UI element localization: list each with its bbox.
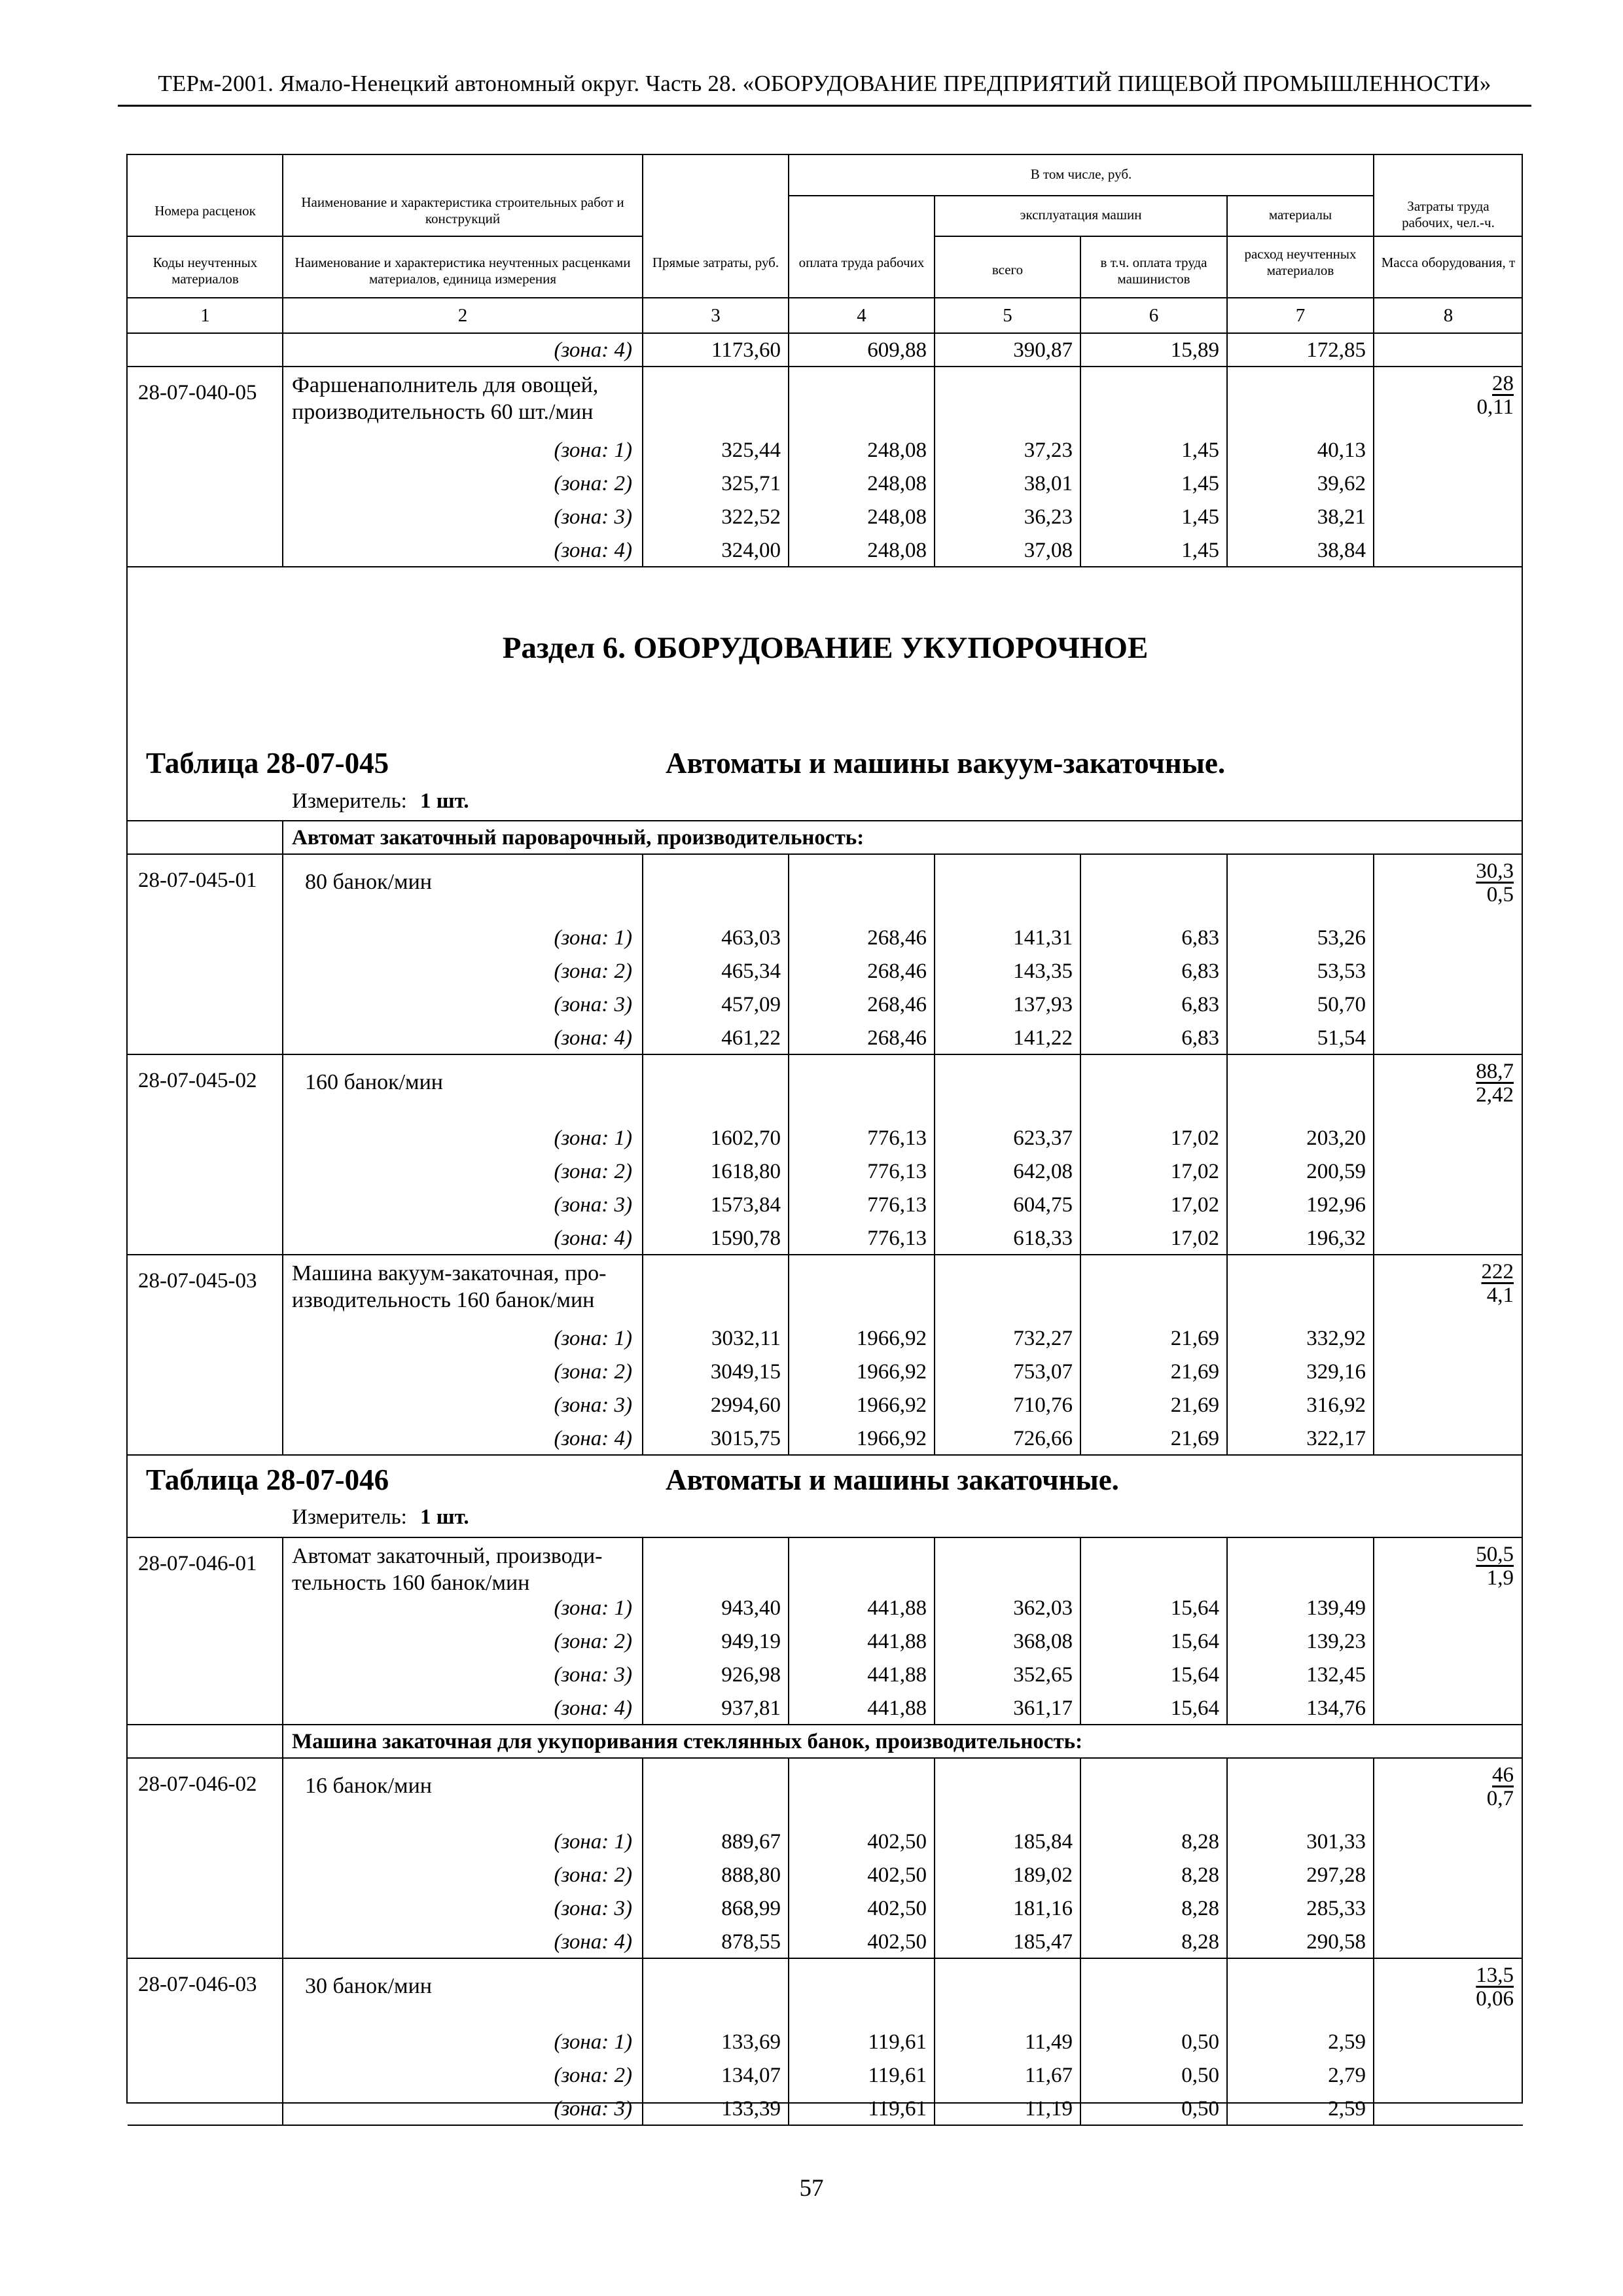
value-cell: 38,84 (1317, 539, 1366, 562)
zone-label: (зона: 2) (554, 1160, 632, 1183)
column-rule (934, 1054, 935, 1255)
column-rule (642, 367, 643, 567)
table-number: Таблица 28-07-046 (146, 1463, 389, 1496)
table-name: Автоматы и машины вакуум-закаточные. (666, 747, 1226, 780)
value-cell: 6,83 (1181, 1026, 1219, 1050)
value-cell: 185,84 (1013, 1830, 1073, 1854)
value-cell: 3049,15 (710, 1360, 781, 1384)
value-cell: 324,00 (721, 539, 781, 562)
value-cell: 8,28 (1181, 1930, 1219, 1954)
value-cell: 926,98 (721, 1663, 781, 1687)
value-cell: 441,88 (867, 1663, 927, 1687)
rate-name-line2: производительность 60 шт./мин (292, 400, 594, 424)
value-cell: 710,76 (1013, 1393, 1073, 1417)
column-rule (282, 1054, 283, 1255)
value-cell: 248,08 (867, 439, 927, 462)
value-cell: 878,55 (721, 1930, 781, 1954)
value-cell: 0,50 (1181, 2064, 1219, 2087)
column-number: 7 (1295, 305, 1306, 326)
value-cell: 457,09 (721, 993, 781, 1016)
value-cell: 776,13 (867, 1160, 927, 1183)
value-cell: 1966,92 (856, 1427, 927, 1450)
value-cell: 21,69 (1170, 1327, 1219, 1350)
value-cell: 200,59 (1306, 1160, 1366, 1183)
row-rule (128, 1054, 1523, 1055)
zone-label: (зона: 3) (554, 2097, 632, 2121)
column-rule (1226, 854, 1228, 1054)
value-cell: 441,88 (867, 1696, 927, 1720)
value-cell: 325,71 (721, 472, 781, 495)
zone-label: (зона: 4) (554, 338, 632, 362)
column-rule (934, 1758, 935, 1958)
labor-cost: 88,7 (1476, 1060, 1514, 1083)
value-cell: 1618,80 (710, 1160, 781, 1183)
header-col5: всего (991, 262, 1024, 278)
column-rule (1373, 333, 1374, 367)
header-materials: материалы (1268, 207, 1332, 223)
value-cell: 21,69 (1170, 1393, 1219, 1417)
value-cell: 1,45 (1181, 439, 1219, 462)
value-cell: 868,99 (721, 1897, 781, 1920)
column-rule (788, 1054, 789, 1255)
header-col-rule (788, 298, 789, 333)
column-rule (788, 1758, 789, 1958)
value-cell: 53,26 (1317, 926, 1366, 950)
value-cell: 604,75 (1013, 1193, 1073, 1217)
column-rule (642, 1255, 643, 1455)
column-rule (934, 367, 935, 567)
column-number: 4 (857, 305, 866, 326)
header-col-rule (642, 155, 643, 333)
header-col7: расход неучтенных материалов (1244, 246, 1357, 278)
row-rule (128, 366, 1523, 367)
value-cell: 776,13 (867, 1227, 927, 1250)
value-cell: 329,16 (1306, 1360, 1366, 1384)
zone-label: (зона: 3) (554, 1663, 632, 1687)
rate-table (126, 154, 1523, 2121)
value-cell: 322,17 (1306, 1427, 1366, 1450)
row-rule (128, 1254, 1523, 1255)
zone-label: (зона: 3) (554, 1897, 632, 1920)
value-cell: 1,45 (1181, 539, 1219, 562)
rate-code: 28-07-045-01 (138, 869, 257, 892)
value-cell: 285,33 (1306, 1897, 1366, 1920)
column-rule (788, 1255, 789, 1455)
column-rule (282, 821, 283, 854)
row-rule (128, 1757, 1523, 1759)
value-cell: 134,07 (721, 2064, 781, 2087)
unit-value: 1 шт. (420, 789, 469, 813)
zone-label: (зона: 4) (554, 539, 632, 562)
column-rule (1080, 1255, 1081, 1455)
value-cell: 51,54 (1317, 1026, 1366, 1050)
value-cell: 15,64 (1170, 1663, 1219, 1687)
value-cell: 465,34 (721, 960, 781, 983)
value-cell: 332,92 (1306, 1327, 1366, 1350)
value-cell: 141,31 (1013, 926, 1073, 950)
column-number: 6 (1149, 305, 1159, 326)
zone-label: (зона: 1) (554, 926, 632, 950)
equipment-mass: 0,7 (1486, 1787, 1514, 1810)
value-cell: 776,13 (867, 1126, 927, 1150)
value-cell: 402,50 (867, 1863, 927, 1887)
equipment-mass: 0,06 (1476, 1987, 1514, 2011)
row-rule (128, 1724, 1523, 1725)
rate-code: 28-07-040-05 (138, 381, 257, 404)
value-cell: 609,88 (867, 338, 927, 362)
column-rule (282, 854, 283, 1054)
value-cell: 185,47 (1013, 1930, 1073, 1954)
equipment-mass: 0,11 (1476, 395, 1514, 419)
header-col8-top: Затраты труда рабочих, чел.-ч. (1402, 198, 1495, 230)
value-cell: 937,81 (721, 1696, 781, 1720)
value-cell: 352,65 (1013, 1663, 1073, 1687)
value-cell: 172,85 (1306, 338, 1366, 362)
header-col1-top: Номера расценок (154, 203, 256, 219)
value-cell: 139,23 (1306, 1630, 1366, 1653)
value-cell: 248,08 (867, 505, 927, 529)
zone-label: (зона: 4) (554, 1696, 632, 1720)
value-cell: 441,88 (867, 1596, 927, 1620)
value-cell: 189,02 (1013, 1863, 1073, 1887)
zone-label: (зона: 1) (554, 1126, 632, 1150)
value-cell: 2,59 (1328, 2030, 1366, 2054)
column-rule (788, 367, 789, 567)
rate-code: 28-07-046-01 (138, 1552, 257, 1575)
zone-label: (зона: 2) (554, 1863, 632, 1887)
value-cell: 15,64 (1170, 1630, 1219, 1653)
column-rule (934, 1255, 935, 1455)
rate-name: 80 банок/мин (305, 870, 432, 894)
value-cell: 1590,78 (710, 1227, 781, 1250)
header-rule (118, 105, 1531, 107)
zone-label: (зона: 2) (554, 1630, 632, 1653)
header-rule-left (128, 236, 643, 237)
value-cell: 37,08 (1024, 539, 1073, 562)
value-cell: 618,33 (1013, 1227, 1073, 1250)
value-cell: 38,01 (1024, 472, 1073, 495)
equipment-mass: 0,5 (1486, 883, 1514, 906)
labor-cost: 50,5 (1476, 1543, 1514, 1566)
unit-value: 1 шт. (420, 1505, 469, 1529)
value-cell: 38,21 (1317, 505, 1366, 529)
table-name: Автоматы и машины закаточные. (666, 1463, 1119, 1496)
value-cell: 463,03 (721, 926, 781, 950)
column-rule (282, 1758, 283, 1958)
value-cell: 17,02 (1170, 1126, 1219, 1150)
value-cell: 322,52 (721, 505, 781, 529)
column-number: 3 (711, 305, 721, 326)
value-cell: 776,13 (867, 1193, 927, 1217)
value-cell: 134,76 (1306, 1696, 1366, 1720)
value-cell: 21,69 (1170, 1427, 1219, 1450)
value-cell: 8,28 (1181, 1830, 1219, 1854)
value-cell: 39,62 (1317, 472, 1366, 495)
header-rule-numbers (128, 297, 1523, 298)
zone-label: (зона: 1) (554, 2030, 632, 2054)
value-cell: 17,02 (1170, 1160, 1219, 1183)
value-cell: 132,45 (1306, 1663, 1366, 1687)
row-rule (128, 566, 1523, 567)
labor-cost: 46 (1492, 1763, 1514, 1787)
rate-code: 28-07-045-02 (138, 1069, 257, 1092)
zone-label: (зона: 3) (554, 1393, 632, 1417)
value-cell: 268,46 (867, 993, 927, 1016)
column-rule (1080, 1758, 1081, 1958)
zone-label: (зона: 3) (554, 1193, 632, 1217)
header-col-rule (1080, 298, 1081, 333)
header-rule-body (128, 332, 1523, 334)
column-rule (1226, 1054, 1228, 1255)
value-cell: 441,88 (867, 1630, 927, 1653)
value-cell: 732,27 (1013, 1327, 1073, 1350)
value-cell: 726,66 (1013, 1427, 1073, 1450)
value-cell: 53,53 (1317, 960, 1366, 983)
zone-label: (зона: 4) (554, 1227, 632, 1250)
header-col4: оплата труда рабочих (798, 255, 925, 270)
value-cell: 3032,11 (711, 1327, 781, 1350)
column-rule (1080, 367, 1081, 567)
rate-code: 28-07-046-02 (138, 1772, 257, 1796)
value-cell: 137,93 (1013, 993, 1073, 1016)
rate-code: 28-07-045-03 (138, 1269, 257, 1293)
value-cell: 268,46 (867, 926, 927, 950)
row-rule (128, 820, 1523, 821)
section-title: Раздел 6. ОБОРУДОВАНИЕ УКУПОРОЧНОЕ (502, 631, 1149, 665)
header-col2-top: Наименование и характеристика строительных работ и конструкций (301, 194, 624, 226)
value-cell: 1,45 (1181, 505, 1219, 529)
value-cell: 949,19 (721, 1630, 781, 1653)
rate-name: 16 банок/мин (305, 1774, 432, 1798)
header-rule-right (1374, 236, 1523, 237)
equipment-mass: 1,9 (1486, 1566, 1514, 1590)
value-cell: 8,28 (1181, 1863, 1219, 1887)
header-col-rule (934, 196, 935, 333)
value-cell: 11,19 (1024, 2097, 1073, 2121)
value-cell: 248,08 (867, 472, 927, 495)
value-cell: 888,80 (721, 1863, 781, 1887)
column-number: 5 (1003, 305, 1012, 326)
zone-label: (зона: 2) (554, 472, 632, 495)
value-cell: 297,28 (1306, 1863, 1366, 1887)
value-cell: 325,44 (721, 439, 781, 462)
value-cell: 119,61 (868, 2097, 927, 2121)
row-rule (128, 1958, 1523, 1959)
zone-label: (зона: 4) (554, 1026, 632, 1050)
header-rule-machines (935, 236, 1374, 237)
header-col2-bottom: Наименование и характеристика неучтенных расценками материалов, единица измерения (294, 255, 631, 287)
zone-label: (зона: 1) (554, 1596, 632, 1620)
value-cell: 181,16 (1013, 1897, 1073, 1920)
value-cell: 248,08 (867, 539, 927, 562)
value-cell: 36,23 (1024, 505, 1073, 529)
zone-label: (зона: 3) (554, 993, 632, 1016)
header-col1-bottom: Коды неучтенных материалов (152, 255, 258, 287)
value-cell: 301,33 (1306, 1830, 1366, 1854)
column-rule (934, 854, 935, 1054)
header-incl: В том числе, руб. (1030, 166, 1132, 182)
value-cell: 390,87 (1013, 338, 1073, 362)
column-rule (282, 1255, 283, 1455)
value-cell: 361,17 (1013, 1696, 1073, 1720)
header-machines: эксплуатация машин (1020, 207, 1142, 223)
value-cell: 6,83 (1181, 993, 1219, 1016)
value-cell: 196,32 (1306, 1227, 1366, 1250)
column-rule (788, 854, 789, 1054)
value-cell: 889,67 (721, 1830, 781, 1854)
value-cell: 141,22 (1013, 1026, 1073, 1050)
value-cell: 1173,60 (711, 338, 781, 362)
column-number: 8 (1443, 305, 1454, 326)
value-cell: 8,28 (1181, 1897, 1219, 1920)
value-cell: 1966,92 (856, 1360, 927, 1384)
header-col-rule (1226, 196, 1228, 333)
value-cell: 15,89 (1170, 338, 1219, 362)
value-cell: 1966,92 (856, 1393, 927, 1417)
value-cell: 139,49 (1306, 1596, 1366, 1620)
table-number: Таблица 28-07-045 (146, 747, 389, 780)
zone-label: (зона: 4) (554, 1930, 632, 1954)
value-cell: 316,92 (1306, 1393, 1366, 1417)
value-cell: 1602,70 (710, 1126, 781, 1150)
value-cell: 0,50 (1181, 2030, 1219, 2054)
unit-label: Измеритель: (292, 1505, 407, 1529)
column-rule (1226, 367, 1228, 567)
value-cell: 11,67 (1024, 2064, 1073, 2087)
row-rule (128, 2125, 1523, 2126)
column-rule (1080, 1054, 1081, 1255)
zone-label: (зона: 1) (554, 1327, 632, 1350)
value-cell: 119,61 (868, 2064, 927, 2087)
zone-label: (зона: 1) (554, 439, 632, 462)
group-title: Автомат закаточный пароварочный, производительность: (292, 826, 865, 850)
value-cell: 119,61 (868, 2030, 927, 2054)
header-col-rule (282, 155, 283, 333)
value-cell: 133,69 (721, 2030, 781, 2054)
labor-cost: 222 (1481, 1260, 1514, 1283)
value-cell: 11,49 (1024, 2030, 1073, 2054)
value-cell: 50,70 (1317, 993, 1366, 1016)
value-cell: 461,22 (721, 1026, 781, 1050)
header-col-rule (1373, 155, 1374, 333)
value-cell: 40,13 (1317, 439, 1366, 462)
value-cell: 2,59 (1328, 2097, 1366, 2121)
header-rule-incl (789, 195, 1374, 196)
rate-name-line2: тельность 160 банок/мин (292, 1571, 530, 1595)
column-rule (282, 1725, 283, 1758)
row-rule (128, 1454, 1523, 1456)
column-rule (1226, 1255, 1228, 1455)
rate-name: Фаршенаполнитель для овощей, (292, 373, 599, 397)
value-cell: 17,02 (1170, 1193, 1219, 1217)
labor-cost: 30,3 (1476, 859, 1514, 883)
header-col8-bottom: Масса оборудования, т (1381, 255, 1516, 270)
value-cell: 402,50 (867, 1930, 927, 1954)
equipment-mass: 2,42 (1476, 1083, 1514, 1107)
value-cell: 192,96 (1306, 1193, 1366, 1217)
value-cell: 402,50 (867, 1830, 927, 1854)
value-cell: 0,50 (1181, 2097, 1219, 2121)
unit-label: Измеритель: (292, 789, 407, 813)
column-number: 1 (200, 305, 210, 326)
row-rule (128, 1537, 1523, 1538)
value-cell: 15,64 (1170, 1696, 1219, 1720)
rate-name: Машина вакуум-закаточная, про- (292, 1261, 607, 1285)
value-cell: 290,58 (1306, 1930, 1366, 1954)
value-cell: 2,79 (1328, 2064, 1366, 2087)
column-rule (1080, 854, 1081, 1054)
value-cell: 362,03 (1013, 1596, 1073, 1620)
column-rule (1226, 1758, 1228, 1958)
rate-name: 160 банок/мин (305, 1070, 443, 1094)
value-cell: 203,20 (1306, 1126, 1366, 1150)
value-cell: 642,08 (1013, 1160, 1073, 1183)
value-cell: 268,46 (867, 1026, 927, 1050)
labor-cost: 28 (1492, 372, 1514, 395)
value-cell: 3015,75 (710, 1427, 781, 1450)
value-cell: 943,40 (721, 1596, 781, 1620)
value-cell: 37,23 (1024, 439, 1073, 462)
group-title: Машина закаточная для укупоривания стеклянных банок, производительность: (292, 1730, 1083, 1753)
row-rule (128, 853, 1523, 855)
zone-label: (зона: 1) (554, 1830, 632, 1854)
zone-label: (зона: 4) (554, 1427, 632, 1450)
rate-name-line2: изводительность 160 банок/мин (292, 1288, 595, 1312)
value-cell: 1,45 (1181, 472, 1219, 495)
value-cell: 1966,92 (856, 1327, 927, 1350)
rate-name: 30 банок/мин (305, 1974, 432, 1998)
column-rule (282, 367, 283, 567)
value-cell: 6,83 (1181, 960, 1219, 983)
page-header: ТЕРм-2001. Ямало-Ненецкий автономный округ. Часть 28. «ОБОРУДОВАНИЕ ПРЕДПРИЯТИЙ ПИЩЕВОЙ ПРОМЫШЛЕННОСТИ» (158, 71, 1491, 96)
value-cell: 133,39 (721, 2097, 781, 2121)
value-cell: 143,35 (1013, 960, 1073, 983)
value-cell: 2994,60 (710, 1393, 781, 1417)
equipment-mass: 4,1 (1486, 1283, 1514, 1307)
rate-name: Автомат закаточный, производи- (292, 1544, 603, 1568)
value-cell: 6,83 (1181, 926, 1219, 950)
zone-label: (зона: 3) (554, 505, 632, 529)
page-number: 57 (799, 2175, 824, 2202)
value-cell: 21,69 (1170, 1360, 1219, 1384)
value-cell: 1573,84 (710, 1193, 781, 1217)
value-cell: 623,37 (1013, 1126, 1073, 1150)
value-cell: 15,64 (1170, 1596, 1219, 1620)
column-number: 2 (457, 305, 468, 326)
zone-label: (зона: 2) (554, 1360, 632, 1384)
value-cell: 402,50 (867, 1897, 927, 1920)
zone-label: (зона: 2) (554, 960, 632, 983)
header-col6: в т.ч. оплата труда машинистов (1100, 255, 1207, 287)
value-cell: 17,02 (1170, 1227, 1219, 1250)
labor-cost: 13,5 (1476, 1964, 1514, 1987)
value-cell: 268,46 (867, 960, 927, 983)
header-col3: Прямые затраты, руб. (652, 255, 779, 270)
zone-label: (зона: 2) (554, 2064, 632, 2087)
rate-code: 28-07-046-03 (138, 1973, 257, 1996)
value-cell: 368,08 (1013, 1630, 1073, 1653)
value-cell: 753,07 (1013, 1360, 1073, 1384)
